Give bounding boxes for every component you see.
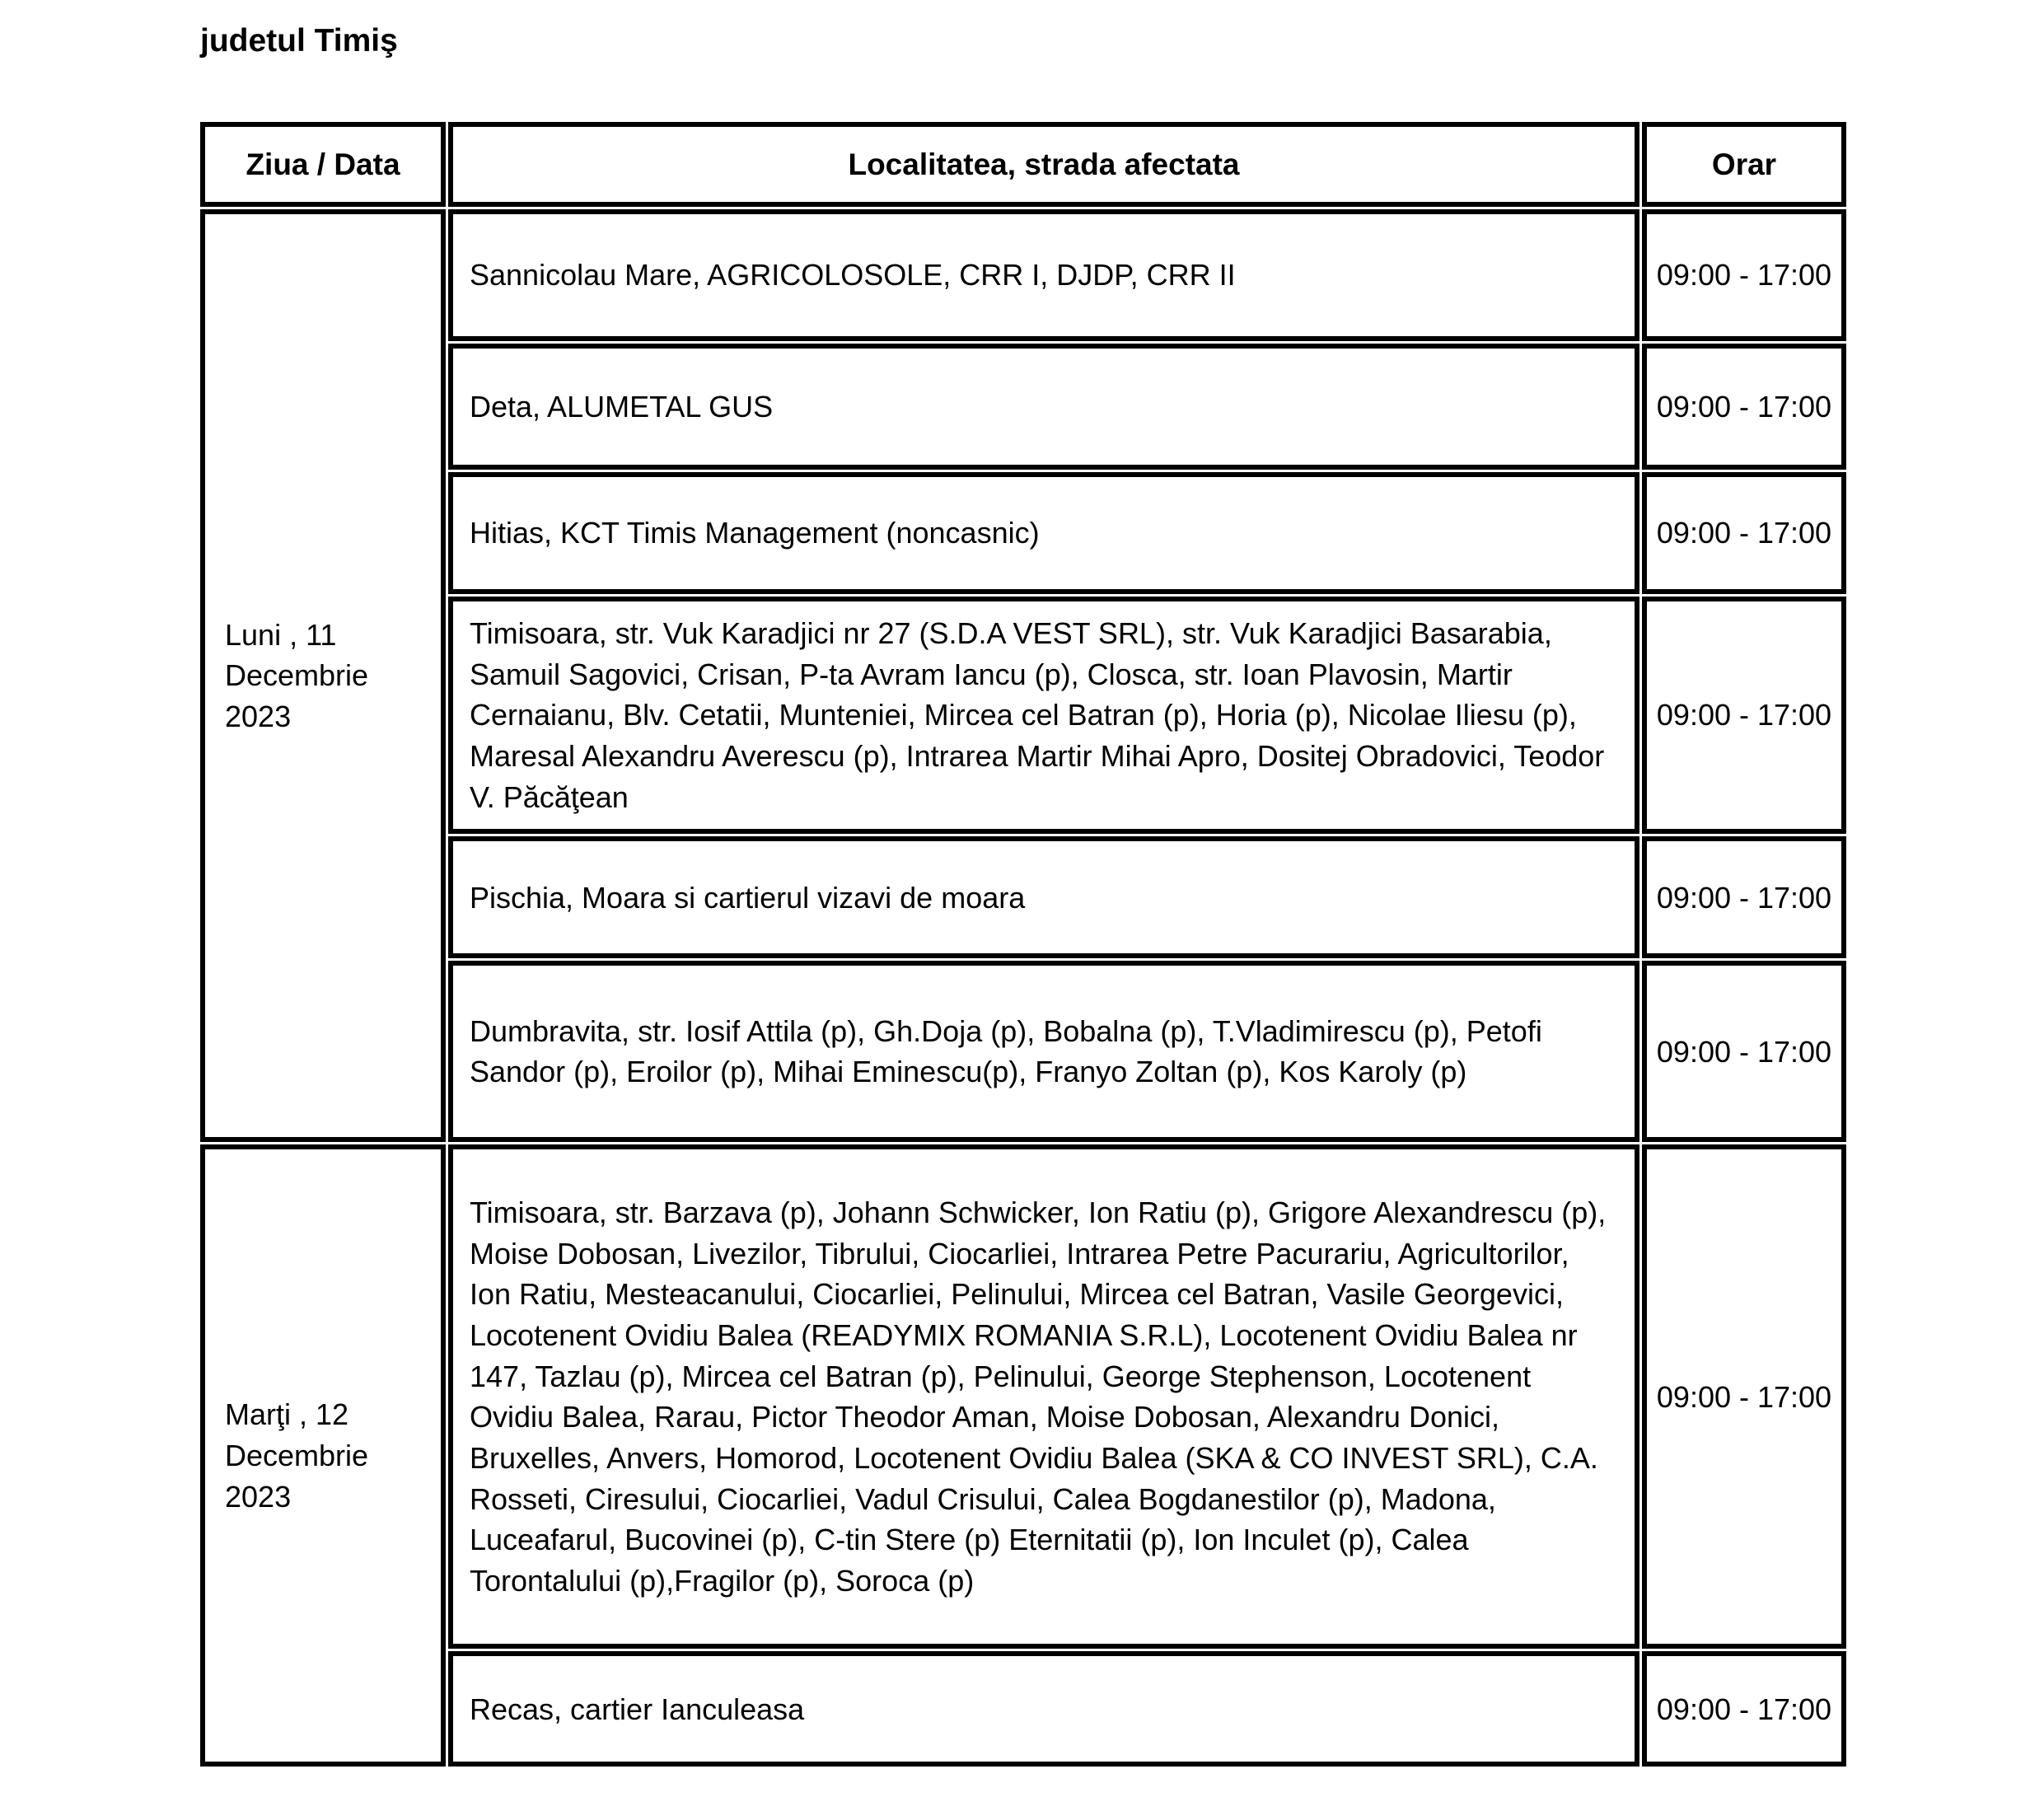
location-cell: Timisoara, str. Vuk Karadjici nr 27 (S.D.A VEST SRL), str. Vuk Karadjici Basarabia, Samuil Sagovici, Crisan, P-ta Avram Iancu (p), Closca, str. Ioan Plavosin, Martir Cernaianu, Blv. Cetatii, Munteniei, Mircea cel Batran (p), Horia (p), Nicolae Iliesu (p), Maresal Alexandru Averescu (p), Intrarea Martir Mihai Apro, Dositej Obradovici, Teodor V. Păcăţean [448, 597, 1639, 834]
day-cell-marti-12-decembrie: Marţi , 12 Decembrie 2023 [200, 1144, 446, 1767]
table-row [200, 344, 1846, 470]
column-header-orar: Orar [1642, 122, 1846, 207]
schedule-cell: 09:00 - 17:00 [1642, 961, 1846, 1142]
location-cell: Pischia, Moara si cartierul vizavi de moara [448, 836, 1639, 958]
table-header-row [200, 122, 1846, 207]
day-cell-luni-11-decembrie: Luni , 11 Decembrie 2023 [200, 209, 446, 1142]
table-row [200, 597, 1846, 834]
schedule-cell: 09:00 - 17:00 [1642, 209, 1846, 341]
schedule-cell: 09:00 - 17:00 [1642, 836, 1846, 958]
table-row [200, 1144, 1846, 1649]
column-header-localitatea: Localitatea, strada afectata [448, 122, 1639, 207]
schedule-cell: 09:00 - 17:00 [1642, 344, 1846, 470]
column-header-ziua-data: Ziua / Data [200, 122, 446, 207]
table-row [200, 836, 1846, 958]
table-row [200, 1651, 1846, 1767]
location-cell: Deta, ALUMETAL GUS [448, 344, 1639, 470]
location-cell: Timisoara, str. Barzava (p), Johann Schwicker, Ion Ratiu (p), Grigore Alexandrescu (p), Moise Dobosan, Livezilor, Tibrului, Ciocarliei, Intrarea Petre Pacurariu, Agricultorilor, Ion Ratiu, Mesteacanului, Ciocarliei, Pelinului, Mircea cel Batran, Vasile Georgevici, Locotenent Ovidiu Balea (READYMIX ROMANIA S.R.L), Locotenent Ovidiu Balea nr 147, Tazlau (p), Mircea cel Batran (p), Pelinului, George Stephenson, Locotenent Ovidiu Balea, Rarau, Pictor Theodor Aman, Moise Dobosan, Alexandru Donici, Bruxelles, Anvers, Homorod, Locotenent Ovidiu Balea (SKA & CO INVEST SRL), C.A. Rosseti, Ciresului, Ciocarliei, Vadul Crisului, Calea Bogdanestilor (p), Madona, Luceafarul, Bucovinei (p), C-tin Stere (p) Eternitatii (p), Ion Inculet (p), Calea Torontalului (p),Fragilor (p), Soroca (p) [448, 1144, 1639, 1649]
location-cell: Sannicolau Mare, AGRICOLOSOLE, CRR I, DJDP, CRR II [448, 209, 1639, 341]
schedule-cell: 09:00 - 17:00 [1642, 472, 1846, 594]
location-cell: Recas, cartier Ianculeasa [448, 1651, 1639, 1767]
schedule-cell: 09:00 - 17:00 [1642, 597, 1846, 834]
schedule-cell: 09:00 - 17:00 [1642, 1651, 1846, 1767]
table-row [200, 209, 1846, 341]
outage-schedule-table [198, 119, 1849, 1769]
schedule-cell: 09:00 - 17:00 [1642, 1144, 1846, 1649]
table-row [200, 472, 1846, 594]
location-cell: Dumbravita, str. Iosif Attila (p), Gh.Doja (p), Bobalna (p), T.Vladimirescu (p), Petofi Sandor (p), Eroilor (p), Mihai Eminescu(p), Franyo Zoltan (p), Kos Karoly (p) [448, 961, 1639, 1142]
location-cell: Hitias, KCT Timis Management (noncasnic) [448, 472, 1639, 594]
table-row [200, 961, 1846, 1142]
page-title: judetul Timiş [200, 23, 398, 58]
